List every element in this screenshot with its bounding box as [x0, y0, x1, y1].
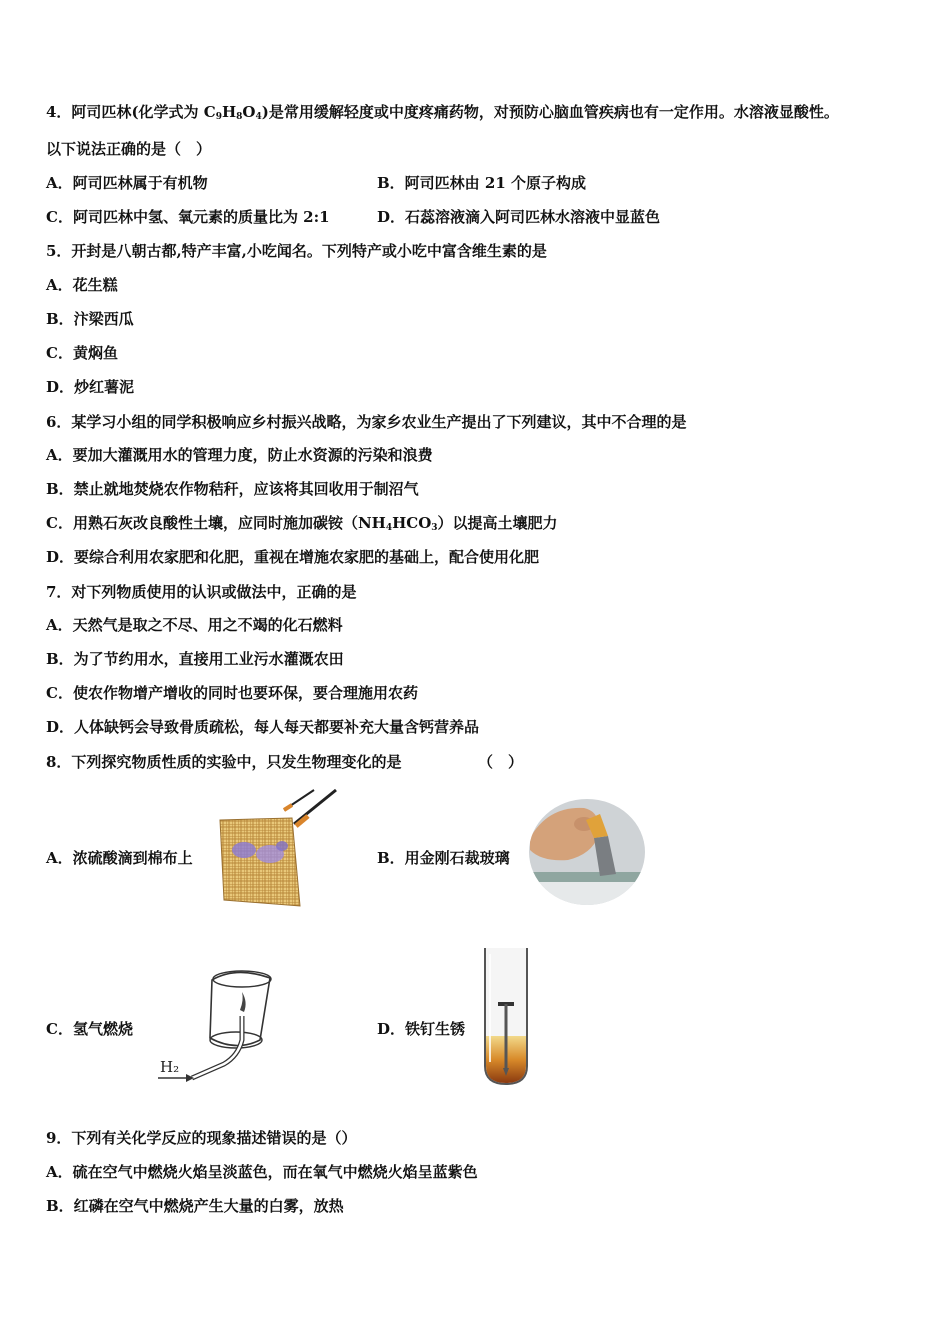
diamond-glass-cutter-figure: [528, 798, 646, 906]
q4-stem-line2: 以下说法正确的是（ ）: [46, 140, 212, 158]
q5-stem: 5．开封是八朝古都,特产丰富,小吃闻名。下列特产或小吃中富含维生素的是: [46, 242, 547, 260]
q6-option-c: C．用熟石灰改良酸性土壤，应同时施加碳铵$(NH_4HCO_3)$以提高土壤肥力: [46, 514, 558, 533]
q6-option-b: B．禁止就地焚烧农作物秸秆，应该将其回收用于制沼气: [46, 480, 419, 498]
q5-option-b: B．汴梁西瓜: [46, 310, 134, 328]
q5-option-a: A．花生糕: [46, 276, 118, 294]
q7-option-a: A．天然气是取之不尽、用之不竭的化石燃料: [46, 616, 343, 634]
q8-option-d: D．铁钉生锈: [377, 1020, 466, 1038]
q5-option-d: D．炒红薯泥: [46, 378, 135, 396]
q8-option-b: B．用金刚石裁玻璃: [377, 849, 510, 867]
q4-option-b: B．阿司匹林由 21 个原子构成: [377, 174, 586, 192]
q8-option-a: A．浓硫酸滴到棉布上: [46, 849, 193, 867]
q7-stem: 7．对下列物质使用的认识或做法中，正确的是: [46, 583, 357, 601]
q4-stem: 4．阿司匹林(化学式为 $C_9H_8O_4$)是常用缓解轻度或中度疼痛药物，对预防心脑血管疾病也有一定作用。水溶液显酸性。: [46, 103, 839, 122]
cotton-cloth-acid-figure: [214, 788, 338, 910]
q4-option-d: D．石蕊溶液滴入阿司匹林水溶液中显蓝色: [377, 208, 661, 226]
iron-nail-rust-figure: [476, 944, 536, 1090]
hydrogen-burning-figure: [152, 960, 294, 1088]
q7-option-c: C．使农作物增产增收的同时也要环保，要合理施用农药: [46, 684, 418, 702]
h2-label: H₂: [160, 1058, 180, 1076]
q6-stem: 6．某学习小组的同学积极响应乡村振兴战略，为家乡农业生产提出了下列建议，其中不合理的是: [46, 413, 687, 431]
q4-option-a: A．阿司匹林属于有机物: [46, 174, 208, 192]
q8-option-c: C．氢气燃烧: [46, 1020, 133, 1038]
q8-stem: 8．下列探究物质性质的实验中，只发生物理变化的是: [46, 753, 402, 771]
q9-option-a: A．硫在空气中燃烧火焰呈淡蓝色，而在氧气中燃烧火焰呈蓝紫色: [46, 1163, 478, 1181]
q4-option-c: C．阿司匹林中氢、氧元素的质量比为 2:1: [46, 208, 330, 226]
q9-option-b: B．红磷在空气中燃烧产生大量的白雾，放热: [46, 1197, 344, 1215]
q7-option-b: B．为了节约用水，直接用工业污水灌溉农田: [46, 650, 344, 668]
q7-option-d: D．人体缺钙会导致骨质疏松，每人每天都要补充大量含钙营养品: [46, 718, 480, 736]
q9-stem: 9．下列有关化学反应的现象描述错误的是（）: [46, 1129, 357, 1147]
q6-option-d: D．要综合利用农家肥和化肥，重视在增施农家肥的基础上，配合使用化肥: [46, 548, 540, 566]
q8-answer-bracket: （ ）: [478, 753, 524, 771]
q6-option-a: A．要加大灌溉用水的管理力度，防止水资源的污染和浪费: [46, 446, 433, 464]
q5-option-c: C．黄焖鱼: [46, 344, 118, 362]
